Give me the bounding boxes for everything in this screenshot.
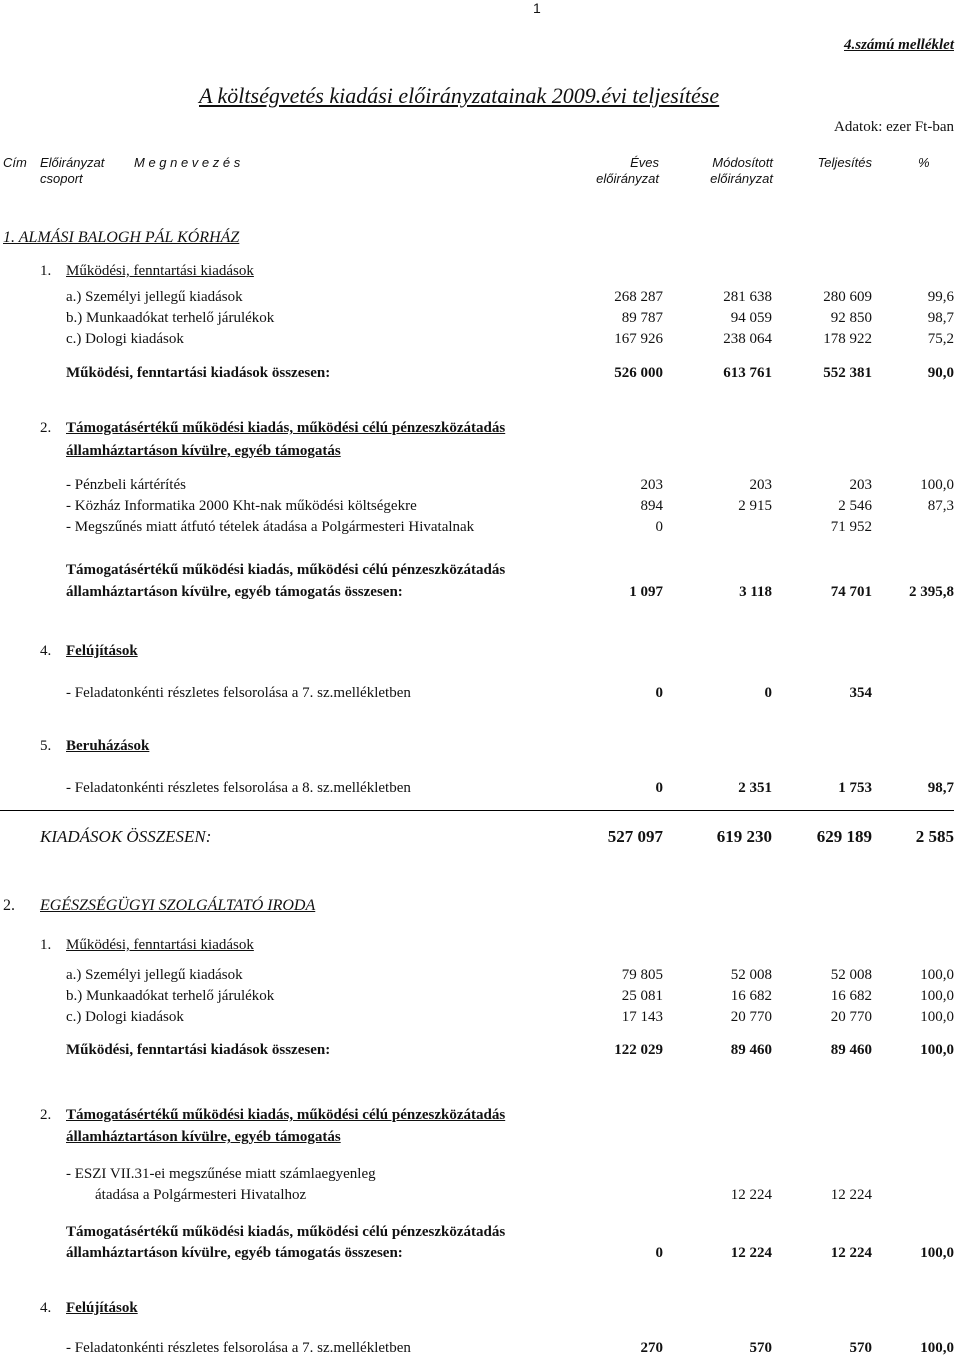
- section-title: EGÉSZSÉGÜGYI SZOLGÁLTATÓ IRODA: [40, 897, 316, 914]
- total-percent: 100,0: [920, 1042, 954, 1058]
- header-eloiranyzat-csoport-2: csoport: [40, 171, 83, 186]
- row-label: - Megszűnés miatt átfutó tételek átadása a Polgármesteri Hivatalnak: [66, 519, 475, 535]
- total-teljesites: 552 381: [823, 365, 872, 381]
- total-teljesites: 74 701: [830, 584, 872, 600]
- total-eves: 0: [655, 1245, 663, 1261]
- total-modositott: 12 224: [730, 1245, 772, 1261]
- header-eves: Éves: [630, 155, 659, 170]
- value-eves: 79 805: [621, 967, 663, 983]
- value-eves: 203: [640, 477, 663, 493]
- row-label: a.) Személyi jellegű kiadások: [66, 289, 243, 305]
- value-modositott: 281 638: [723, 289, 772, 305]
- group-title-2: államháztartáson kívülre, egyéb támogatás: [66, 443, 341, 459]
- value-modositott: 52 008: [730, 967, 772, 983]
- value-teljesites: 280 609: [823, 289, 872, 305]
- row-label: - Feladatonkénti részletes felsorolása a 8. sz.mellékletben: [66, 780, 411, 796]
- row-label: - Pénzbeli kártérítés: [66, 477, 186, 493]
- value-teljesites: 178 922: [823, 331, 872, 347]
- header-cim: Cím: [3, 155, 27, 170]
- value-eves: 894: [640, 498, 663, 514]
- row-label: - Feladatonkénti részletes felsorolása a 7. sz.mellékletben: [66, 1340, 411, 1356]
- value-modositott: 12 224: [730, 1187, 772, 1203]
- value-percent: 98,7: [927, 310, 954, 326]
- total-percent: 100,0: [920, 1245, 954, 1261]
- total-label: Működési, fenntartási kiadások összesen:: [66, 365, 331, 381]
- group-number: 1.: [40, 937, 52, 953]
- grand-total-label: KIADÁSOK ÖSSZESEN:: [40, 827, 212, 846]
- value-modositott: 71 952: [830, 519, 872, 535]
- header-percent: %: [918, 155, 930, 170]
- value-percent: 100,0: [920, 967, 954, 983]
- group-title-2: államháztartáson kívülre, egyéb támogatás: [66, 1129, 341, 1145]
- value-eves: 25 081: [621, 988, 663, 1004]
- value-teljesites: 203: [849, 477, 872, 493]
- value-percent: 98,7: [927, 780, 954, 796]
- value-percent: 100,0: [920, 477, 954, 493]
- total-label: Támogatásértékű működési kiadás, működési célú pénzeszközátadás: [66, 562, 506, 578]
- total-modositott: 613 761: [723, 365, 772, 381]
- value-percent: 100,0: [920, 1340, 954, 1356]
- header-megnevezes: M e g n e v e z é s: [134, 155, 241, 170]
- total-modositott: 3 118: [739, 584, 772, 600]
- value-eves: 268 287: [614, 289, 663, 305]
- group-number: 2.: [40, 1107, 52, 1123]
- total-percent: 2 395,8: [909, 584, 954, 600]
- value-modositott: 2 915: [738, 498, 772, 514]
- value-teljesites: 12 224: [830, 1187, 872, 1203]
- total-modositott: 89 460: [730, 1042, 772, 1058]
- group-title: Felújítások: [66, 643, 138, 659]
- value-modositott: 0: [764, 685, 772, 701]
- header-teljesites: Teljesítés: [817, 155, 872, 170]
- grand-total-percent: 2 585: [915, 827, 954, 846]
- row-label: a.) Személyi jellegű kiadások: [66, 967, 243, 983]
- group-number: 2.: [40, 420, 52, 436]
- section-number: 2.: [3, 897, 15, 914]
- grand-total-teljesites: 629 189: [816, 827, 872, 846]
- value-teljesites: 16 682: [830, 988, 872, 1004]
- value-modositott: 238 064: [723, 331, 772, 347]
- value-modositott: 20 770: [730, 1009, 772, 1025]
- header-eves-2: előirányzat: [596, 171, 659, 186]
- value-teljesites: 92 850: [830, 310, 872, 326]
- total-eves: 526 000: [614, 365, 663, 381]
- total-label-2: államháztartáson kívülre, egyéb támogatás összesen:: [66, 1245, 403, 1261]
- total-teljesites: 89 460: [830, 1042, 872, 1058]
- row-label: c.) Dologi kiadások: [66, 1009, 184, 1025]
- group-number: 1.: [40, 263, 52, 279]
- header-modositott: Módosított: [712, 155, 773, 170]
- value-modositott: 2 351: [738, 780, 772, 796]
- units-note: Adatok: ezer Ft-ban: [834, 119, 954, 135]
- row-label: - ESZI VII.31-ei megszűnése miatt számlaegyenleg: [66, 1166, 376, 1182]
- value-eves: 167 926: [614, 331, 663, 347]
- page-number: 1: [533, 0, 541, 16]
- grand-total-modositott: 619 230: [716, 827, 772, 846]
- group-number: 4.: [40, 1300, 52, 1316]
- value-teljesites: 570: [849, 1340, 872, 1356]
- row-label: - Feladatonkénti részletes felsorolása a 7. sz.mellékletben: [66, 685, 411, 701]
- value-eves: 0: [655, 519, 663, 535]
- value-percent: 75,2: [927, 331, 954, 347]
- group-number: 4.: [40, 643, 52, 659]
- total-teljesites: 12 224: [830, 1245, 872, 1261]
- value-eves: 17 143: [621, 1009, 663, 1025]
- group-title: Beruházások: [66, 738, 150, 754]
- value-percent: 87,3: [927, 498, 954, 514]
- value-percent: 100,0: [920, 988, 954, 1004]
- value-teljesites: 354: [849, 685, 872, 701]
- value-eves: 0: [655, 780, 663, 796]
- value-eves: 270: [640, 1340, 663, 1356]
- value-teljesites: 52 008: [830, 967, 872, 983]
- total-eves: 122 029: [614, 1042, 663, 1058]
- group-title: Működési, fenntartási kiadások: [66, 937, 254, 953]
- group-number: 5.: [40, 738, 52, 754]
- total-label: Működési, fenntartási kiadások összesen:: [66, 1042, 331, 1058]
- row-label: b.) Munkaadókat terhelő járulékok: [66, 310, 275, 326]
- annex-label: 4.számú melléklet: [844, 37, 954, 53]
- row-label: c.) Dologi kiadások: [66, 331, 184, 347]
- row-label-2: átadása a Polgármesteri Hivatalhoz: [95, 1187, 307, 1203]
- group-title: Működési, fenntartási kiadások: [66, 263, 254, 279]
- value-modositott: 94 059: [730, 310, 772, 326]
- total-eves: 1 097: [629, 584, 663, 600]
- group-title: Támogatásértékű működési kiadás, működési célú pénzeszközátadás: [66, 1107, 506, 1123]
- header-modositott-2: előirányzat: [710, 171, 773, 186]
- header-eloiranyzat-csoport: Előirányzat: [40, 155, 105, 170]
- total-percent: 90,0: [927, 365, 954, 381]
- value-modositott: 16 682: [730, 988, 772, 1004]
- divider: [0, 810, 954, 811]
- value-teljesites: 2 546: [838, 498, 872, 514]
- value-teljesites: 20 770: [830, 1009, 872, 1025]
- row-label: - Közház Informatika 2000 Kht-nak működési költségekre: [66, 498, 417, 514]
- group-title: Támogatásértékű működési kiadás, működési célú pénzeszközátadás: [66, 420, 506, 436]
- page-title: A költségvetés kiadási előirányzatainak 2009.évi teljesítése: [199, 83, 720, 108]
- value-eves: 89 787: [621, 310, 663, 326]
- total-label-2: államháztartáson kívülre, egyéb támogatás összesen:: [66, 584, 403, 600]
- value-eves: 0: [655, 685, 663, 701]
- value-modositott: 570: [749, 1340, 772, 1356]
- total-label: Támogatásértékű működési kiadás, működési célú pénzeszközátadás: [66, 1224, 506, 1240]
- row-label: b.) Munkaadókat terhelő járulékok: [66, 988, 275, 1004]
- grand-total-eves: 527 097: [607, 827, 663, 846]
- value-teljesites: 1 753: [838, 780, 872, 796]
- group-title: Felújítások: [66, 1300, 138, 1316]
- value-percent: 99,6: [927, 289, 954, 305]
- value-percent: 100,0: [920, 1009, 954, 1025]
- value-modositott: 203: [749, 477, 772, 493]
- section-title: 1. ALMÁSI BALOGH PÁL KÓRHÁZ: [3, 229, 240, 246]
